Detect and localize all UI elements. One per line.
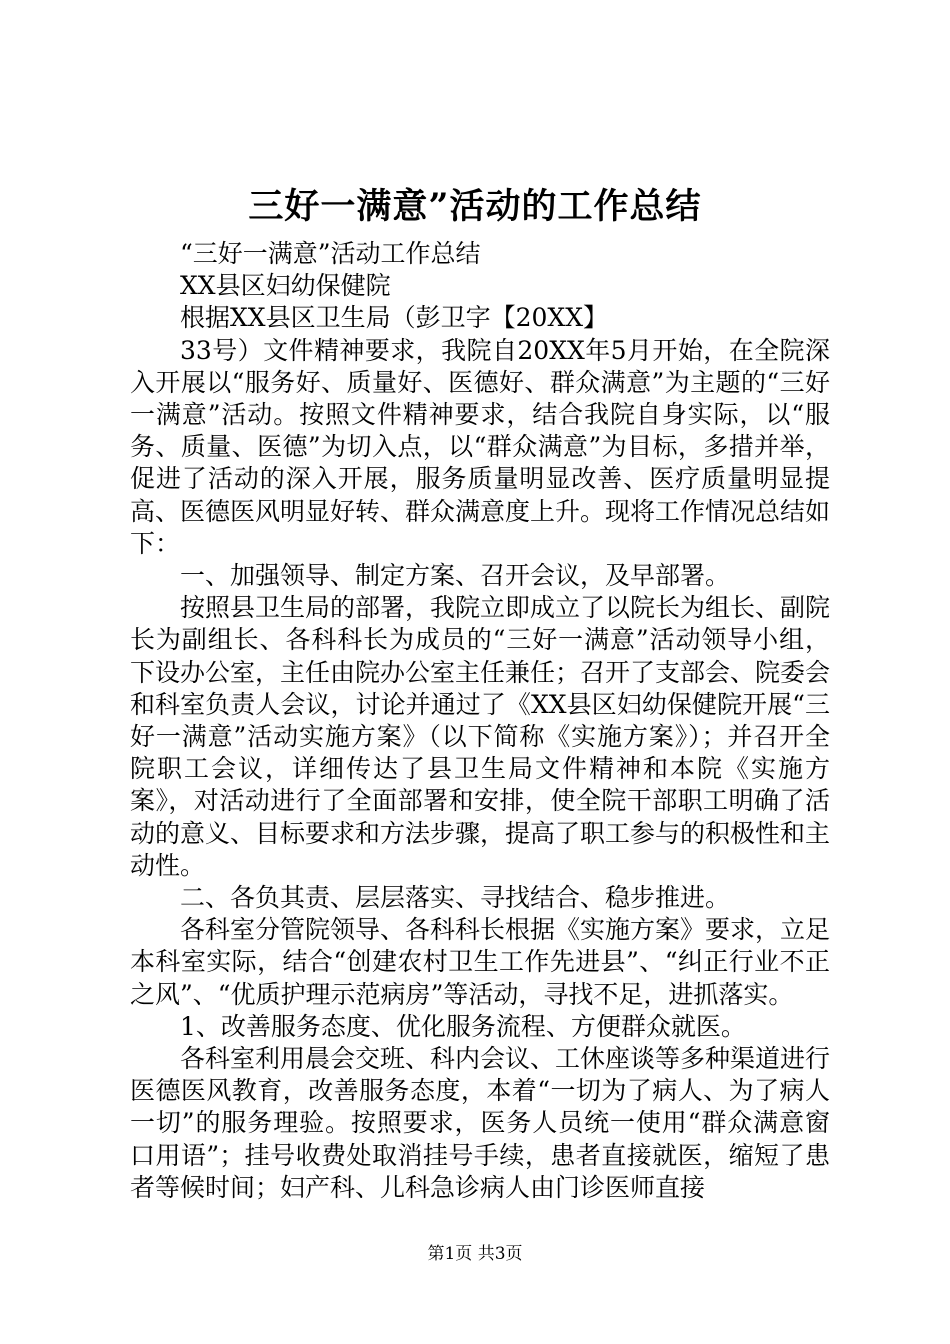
paragraph-subsection-1: 各科室利用晨会交班、科内会议、工休座谈等多种渠道进行医德医风教育，改善服务态度，本着“一切为了病人、为了病人一切”的服务理验。按照要求，医务人员统一使用“群众满意窗口用语”；挂号收费处取消挂号手续，患者直接就医，缩短了患者等候时间；妇产科、儿科急诊病人由门诊医师直接 xyxy=(130,1044,831,1202)
section-heading-1: 一、加强领导、制定方案、召开会议，及早部署。 xyxy=(180,561,731,591)
page-footer: 第1页 共3页 xyxy=(427,1244,523,1264)
paragraph-section-2: 各科室分管院领导、各科科长根据《实施方案》要求，立足本科室实际，结合“创建农村卫生工作先进县”、“纠正行业不正之风”、“优质护理示范病房”等活动，寻找不足，进抓落实。 xyxy=(130,915,831,1009)
document-title: 三好一满意”活动的工作总结 xyxy=(248,186,702,227)
paragraph-subtitle: “三好一满意”活动工作总结 xyxy=(180,239,481,268)
subsection-heading-1: 1、改善服务态度、优化服务流程、方便群众就医。 xyxy=(180,1011,746,1041)
section-heading-2: 二、各负其责、层层落实、寻找结合、稳步推进。 xyxy=(180,883,731,913)
paragraph-organization: XX县区妇幼保健院 xyxy=(180,271,391,301)
paragraph-intro: 33号）文件精神要求，我院自20XX年5月开始，在全院深入开展以“服务好、质量好、医德好、群众满意”为主题的“三好一满意”活动。按照文件精神要求，结合我院自身实际，以“服务、质量、医德”为切入点，以“群众满意”为目标，多措并举，促进了活动的深入开展，服务质量明显改善、医疗质量明显提高、医德医风明显好转、群众满意度上升。现将工作情况总结如下： xyxy=(130,335,831,558)
paragraph-section-1: 按照县卫生局的部署，我院立即成立了以院长为组长、副院长为副组长、各科科长为成员的“三好一满意”活动领导小组，下设办公室，主任由院办公室主任兼任；召开了支部会、院委会和科室负责人会议，讨论并通过了《XX县区妇幼保健院开展“三好一满意”活动实施方案》（以下简称《实施方案》）；并召开全院职工会议，详细传达了县卫生局文件精神和本院《实施方案》，对活动进行了全面部署和安排，使全院干部职工明确了活动的意义、目标要求和方法步骤，提高了职工参与的积极性和主动性。 xyxy=(130,593,831,880)
document-body xyxy=(130,238,830,1204)
paragraph-reference: 根据XX县区卫生局（彭卫字【20XX】 xyxy=(180,303,609,333)
